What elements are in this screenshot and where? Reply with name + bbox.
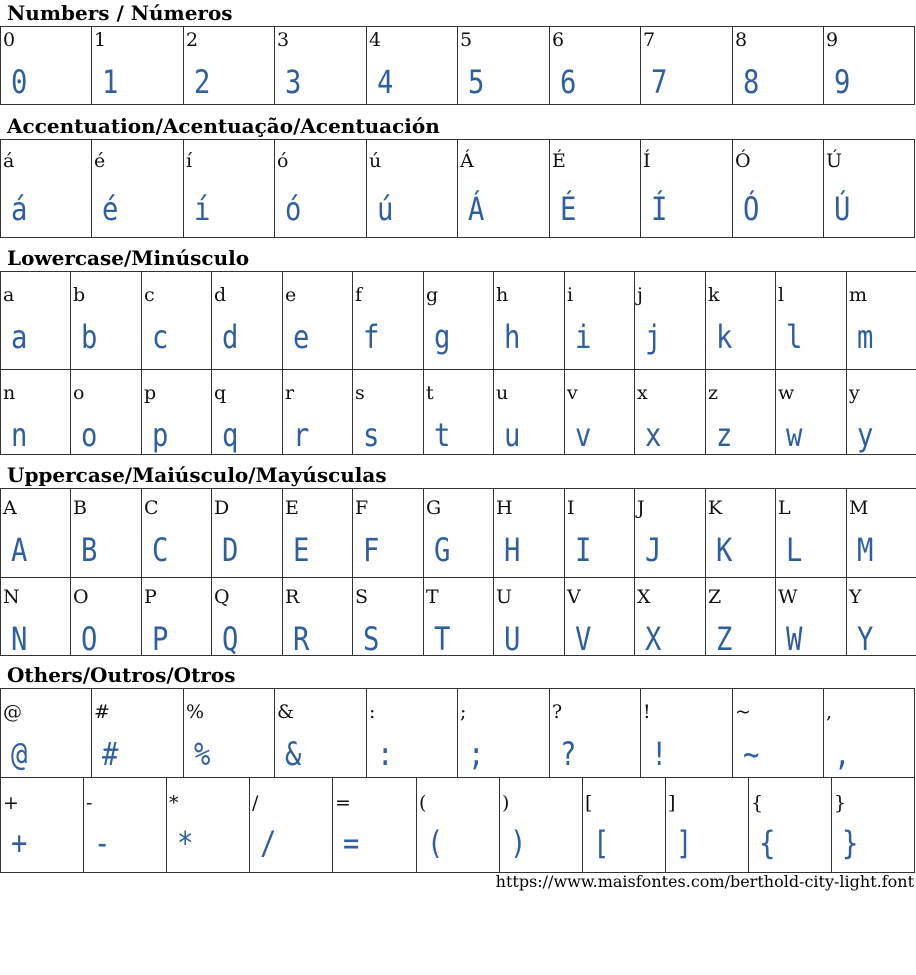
glyph-sample: W (786, 620, 803, 656)
glyph-sample: e (293, 318, 310, 356)
glyph-sample: v (575, 416, 592, 454)
glyph-sample: Í (651, 190, 668, 228)
glyph-sample: é (102, 190, 119, 228)
glyph-sample: l (786, 318, 803, 356)
glyph-label: U (496, 586, 513, 608)
glyph-cell (565, 489, 635, 578)
glyph-label: [ (585, 792, 593, 814)
glyph-cell (142, 370, 212, 455)
glyph-label: n (3, 382, 16, 404)
glyph-label: 7 (643, 29, 656, 51)
glyph-label: r (285, 382, 295, 404)
glyph-sample: ( (427, 824, 444, 862)
glyph-cell (458, 689, 550, 778)
glyph-label: f (355, 284, 363, 306)
glyph-cell (353, 489, 424, 578)
glyph-sample: @ (11, 735, 28, 773)
glyph-sample: % (194, 735, 211, 773)
glyph-label: H (496, 497, 513, 519)
glyph-cell (733, 689, 824, 778)
glyph-cell (250, 778, 333, 873)
glyph-label: K (708, 497, 723, 519)
glyph-label: k (708, 284, 720, 306)
section-title-uppercase: Uppercase/Maiúsculo/Mayúsculas (7, 463, 387, 487)
glyph-cell (733, 27, 824, 105)
glyph-label: Ú (826, 150, 843, 172)
glyph-label: q (214, 382, 227, 404)
glyph-label: , (826, 701, 833, 723)
glyph-cell (212, 578, 283, 656)
glyph-sample: y (857, 416, 874, 454)
others-grid-row2 (0, 777, 915, 873)
glyph-label: 8 (735, 29, 748, 51)
glyph-cell (142, 489, 212, 578)
glyph-label: 2 (186, 29, 199, 51)
uppercase-grid (0, 488, 916, 656)
glyph-label: N (3, 586, 20, 608)
glyph-label: 3 (277, 29, 290, 51)
glyph-sample: { (759, 824, 776, 862)
glyph-sample: U (504, 620, 521, 656)
glyph-sample: ] (676, 824, 693, 862)
glyph-sample: ó (285, 190, 302, 228)
glyph-cell (776, 578, 847, 656)
glyph-label: F (355, 497, 369, 519)
glyph-cell (367, 140, 458, 238)
glyph-cell (565, 578, 635, 656)
glyph-sample: & (285, 735, 302, 773)
glyph-cell (283, 578, 353, 656)
glyph-sample: ~ (743, 735, 760, 773)
accents-grid (0, 139, 915, 238)
glyph-label: z (708, 382, 719, 404)
glyph-label: v (567, 382, 578, 404)
glyph-cell (71, 578, 142, 656)
glyph-sample: + (11, 824, 28, 862)
glyph-label: j (637, 284, 643, 306)
glyph-cell (733, 140, 824, 238)
glyph-label: % (186, 701, 205, 723)
glyph-row (1, 370, 916, 455)
glyph-sample: R (293, 620, 310, 656)
glyph-label: c (144, 284, 155, 306)
glyph-cell (635, 370, 706, 455)
glyph-sample: # (102, 735, 119, 773)
glyph-sample: - (94, 824, 111, 862)
glyph-cell (494, 489, 565, 578)
glyph-label: I (567, 497, 575, 519)
glyph-sample: 7 (651, 63, 668, 101)
glyph-sample: 2 (194, 63, 211, 101)
glyph-sample: 1 (102, 63, 119, 101)
glyph-cell (71, 370, 142, 455)
glyph-label: D (214, 497, 230, 519)
glyph-label: d (214, 284, 227, 306)
glyph-sample: s (363, 416, 380, 454)
glyph-sample: X (645, 620, 662, 656)
glyph-cell (92, 140, 184, 238)
glyph-cell (550, 689, 641, 778)
glyph-cell (367, 27, 458, 105)
glyph-sample: H (504, 531, 521, 569)
glyph-label: y (849, 382, 860, 404)
glyph-row (1, 489, 916, 578)
glyph-label: 1 (94, 29, 107, 51)
glyph-cell (283, 272, 353, 370)
glyph-label: E (285, 497, 299, 519)
glyph-label: ] (668, 792, 676, 814)
glyph-cell (92, 27, 184, 105)
lowercase-grid (0, 271, 916, 455)
glyph-row (1, 140, 915, 238)
glyph-label: Y (849, 586, 862, 608)
glyph-sample: j (645, 318, 662, 356)
glyph-cell (1, 689, 92, 778)
glyph-cell (84, 778, 167, 873)
glyph-label: S (355, 586, 369, 608)
glyph-label: @ (3, 701, 22, 723)
glyph-label: h (496, 284, 509, 306)
glyph-cell (458, 27, 550, 105)
glyph-sample: B (81, 531, 98, 569)
glyph-cell (550, 140, 641, 238)
glyph-row (1, 272, 916, 370)
glyph-sample: S (363, 620, 380, 656)
glyph-cell (565, 272, 635, 370)
glyph-label: W (778, 586, 798, 608)
glyph-cell (275, 140, 367, 238)
section-title-lowercase: Lowercase/Minúsculo (7, 246, 250, 270)
glyph-cell (706, 578, 776, 656)
glyph-cell (424, 370, 494, 455)
glyph-sample: á (11, 190, 28, 228)
glyph-cell (275, 27, 367, 105)
glyph-sample: F (363, 531, 380, 569)
glyph-cell (635, 272, 706, 370)
glyph-cell (494, 370, 565, 455)
glyph-cell (142, 578, 212, 656)
glyph-cell (824, 689, 915, 778)
glyph-label: s (355, 382, 365, 404)
glyph-sample: Ú (834, 190, 851, 228)
glyph-sample: k (716, 318, 733, 356)
glyph-cell (1, 370, 71, 455)
glyph-cell (847, 489, 916, 578)
glyph-cell (424, 578, 494, 656)
glyph-label: L (778, 497, 791, 519)
glyph-cell (706, 489, 776, 578)
glyph-label: # (94, 701, 110, 723)
glyph-label: ) (502, 792, 510, 814)
glyph-cell (494, 578, 565, 656)
glyph-sample: u (504, 416, 521, 454)
glyph-sample: ? (560, 735, 577, 773)
glyph-label: * (169, 792, 179, 814)
glyph-cell (1, 778, 84, 873)
glyph-label: { (751, 792, 764, 814)
glyph-label: T (426, 586, 439, 608)
glyph-cell (167, 778, 250, 873)
glyph-sample: T (434, 620, 451, 656)
glyph-label: ? (552, 701, 563, 723)
glyph-label: o (73, 382, 85, 404)
glyph-sample: É (560, 190, 577, 228)
glyph-label: ó (277, 150, 289, 172)
glyph-sample: ; (468, 735, 485, 773)
glyph-label: ( (419, 792, 427, 814)
glyph-cell (275, 689, 367, 778)
glyph-cell (641, 140, 733, 238)
glyph-label: g (426, 284, 439, 306)
glyph-sample: z (716, 416, 733, 454)
glyph-label: Q (214, 586, 230, 608)
glyph-label: i (567, 284, 574, 306)
glyph-cell (1, 489, 71, 578)
glyph-sample: f (363, 318, 380, 356)
glyph-label: 6 (552, 29, 565, 51)
glyph-label: x (637, 382, 648, 404)
glyph-cell (706, 272, 776, 370)
glyph-sample: P (152, 620, 169, 656)
glyph-cell (749, 778, 832, 873)
glyph-sample: = (343, 824, 360, 862)
glyph-label: t (426, 382, 434, 404)
glyph-label: X (637, 586, 651, 608)
glyph-sample: h (504, 318, 521, 356)
glyph-label: M (849, 497, 869, 519)
glyph-label: O (73, 586, 89, 608)
glyph-cell (500, 778, 583, 873)
others-grid-row1 (0, 688, 915, 778)
glyph-sample: C (152, 531, 169, 569)
glyph-sample: [ (593, 824, 610, 862)
glyph-sample: q (222, 416, 239, 454)
glyph-sample: } (842, 824, 859, 862)
glyph-label: / (252, 792, 259, 814)
glyph-sample: ! (651, 735, 668, 773)
glyph-cell (494, 272, 565, 370)
glyph-cell (847, 272, 916, 370)
glyph-cell (1, 272, 71, 370)
glyph-sample: I (575, 531, 592, 569)
glyph-sample: n (11, 416, 28, 454)
glyph-label: b (73, 284, 86, 306)
glyph-sample: 6 (560, 63, 577, 101)
glyph-cell (583, 778, 666, 873)
glyph-cell (458, 140, 550, 238)
glyph-label: 0 (3, 29, 16, 51)
glyph-row (1, 778, 915, 873)
glyph-label: 9 (826, 29, 839, 51)
glyph-label: 5 (460, 29, 473, 51)
glyph-row (1, 27, 915, 105)
glyph-label: & (277, 701, 294, 723)
glyph-label: P (144, 586, 157, 608)
glyph-sample: i (575, 318, 592, 356)
glyph-cell (824, 27, 915, 105)
glyph-sample: b (81, 318, 98, 356)
glyph-label: l (778, 284, 785, 306)
glyph-sample: V (575, 620, 592, 656)
glyph-cell (424, 272, 494, 370)
glyph-cell (824, 140, 915, 238)
glyph-sample: c (152, 318, 169, 356)
glyph-cell (847, 370, 916, 455)
glyph-cell (212, 489, 283, 578)
glyph-label: A (3, 497, 17, 519)
glyph-cell (142, 272, 212, 370)
glyph-cell (706, 370, 776, 455)
glyph-label: ú (369, 150, 382, 172)
section-title-accents: Accentuation/Acentuação/Acentuación (7, 114, 440, 138)
glyph-sample: o (81, 416, 98, 454)
glyph-label: Á (460, 150, 474, 172)
glyph-cell (635, 489, 706, 578)
glyph-label: ~ (735, 701, 751, 723)
glyph-sample: m (857, 318, 874, 356)
glyph-sample: í (194, 190, 211, 228)
glyph-label: V (567, 586, 581, 608)
glyph-sample: p (152, 416, 169, 454)
glyph-label: ! (643, 701, 651, 723)
glyph-sample: Ó (743, 190, 760, 228)
glyph-sample: M (857, 531, 874, 569)
glyph-row (1, 689, 915, 778)
glyph-label: p (144, 382, 157, 404)
glyph-cell (184, 689, 275, 778)
glyph-sample: * (177, 824, 194, 862)
glyph-label: Í (643, 150, 651, 172)
glyph-label: } (834, 792, 847, 814)
glyph-label: e (285, 284, 297, 306)
glyph-cell (847, 578, 916, 656)
glyph-sample: 4 (377, 63, 394, 101)
glyph-label: é (94, 150, 106, 172)
glyph-label: + (3, 792, 19, 814)
glyph-cell (666, 778, 749, 873)
glyph-cell (635, 578, 706, 656)
glyph-sample: G (434, 531, 451, 569)
glyph-label: É (552, 150, 566, 172)
glyph-label: J (637, 497, 645, 519)
glyph-cell (333, 778, 417, 873)
glyph-sample: ) (510, 824, 527, 862)
glyph-sample: x (645, 416, 662, 454)
glyph-label: - (86, 792, 93, 814)
glyph-sample: , (834, 735, 851, 773)
glyph-cell (184, 27, 275, 105)
glyph-sample: 9 (834, 63, 851, 101)
glyph-cell (417, 778, 500, 873)
glyph-sample: 0 (11, 63, 28, 101)
glyph-label: m (849, 284, 868, 306)
glyph-sample: Z (716, 620, 733, 656)
glyph-sample: E (293, 531, 310, 569)
section-title-others: Others/Outros/Otros (7, 663, 236, 687)
glyph-sample: Y (857, 620, 874, 656)
glyph-cell (353, 370, 424, 455)
glyph-cell (367, 689, 458, 778)
glyph-cell (641, 27, 733, 105)
glyph-cell (184, 140, 275, 238)
glyph-sample: g (434, 318, 451, 356)
glyph-cell (283, 370, 353, 455)
glyph-cell (71, 489, 142, 578)
glyph-sample: ú (377, 190, 394, 228)
glyph-cell (283, 489, 353, 578)
glyph-cell (212, 370, 283, 455)
source-url[interactable]: https://www.maisfontes.com/berthold-city-light.font (495, 872, 914, 891)
glyph-cell (565, 370, 635, 455)
glyph-sample: L (786, 531, 803, 569)
glyph-sample: 5 (468, 63, 485, 101)
glyph-cell (832, 778, 915, 873)
glyph-sample: r (293, 416, 310, 454)
glyph-sample: t (434, 416, 451, 454)
glyph-label: Ó (735, 150, 751, 172)
glyph-sample: A (11, 531, 28, 569)
glyph-row (1, 578, 916, 656)
glyph-label: R (285, 586, 300, 608)
glyph-cell (353, 272, 424, 370)
numbers-grid (0, 26, 915, 105)
glyph-sample: a (11, 318, 28, 356)
glyph-cell (92, 689, 184, 778)
glyph-label: Z (708, 586, 722, 608)
glyph-sample: J (645, 531, 662, 569)
glyph-cell (1, 578, 71, 656)
glyph-cell (1, 27, 92, 105)
glyph-label: : (369, 701, 376, 723)
glyph-sample: d (222, 318, 239, 356)
glyph-cell (71, 272, 142, 370)
glyph-sample: w (786, 416, 803, 454)
glyph-sample: 3 (285, 63, 302, 101)
glyph-sample: 8 (743, 63, 760, 101)
glyph-cell (1, 140, 92, 238)
glyph-label: B (73, 497, 87, 519)
glyph-sample: Á (468, 190, 485, 228)
glyph-cell (641, 689, 733, 778)
glyph-label: u (496, 382, 509, 404)
glyph-sample: O (81, 620, 98, 656)
glyph-cell (424, 489, 494, 578)
glyph-sample: : (377, 735, 394, 773)
glyph-label: = (335, 792, 351, 814)
glyph-label: a (3, 284, 15, 306)
glyph-label: ; (460, 701, 467, 723)
glyph-sample: / (260, 824, 277, 862)
glyph-label: í (186, 150, 193, 172)
glyph-label: w (778, 382, 795, 404)
glyph-cell (550, 27, 641, 105)
glyph-label: C (144, 497, 159, 519)
glyph-label: G (426, 497, 442, 519)
glyph-label: á (3, 150, 15, 172)
glyph-sample: K (716, 531, 733, 569)
section-title-numbers: Numbers / Números (7, 1, 233, 25)
glyph-label: 4 (369, 29, 382, 51)
glyph-cell (776, 272, 847, 370)
glyph-cell (212, 272, 283, 370)
glyph-cell (776, 489, 847, 578)
glyph-sample: Q (222, 620, 239, 656)
glyph-sample: D (222, 531, 239, 569)
glyph-cell (776, 370, 847, 455)
glyph-cell (353, 578, 424, 656)
glyph-sample: N (11, 620, 28, 656)
